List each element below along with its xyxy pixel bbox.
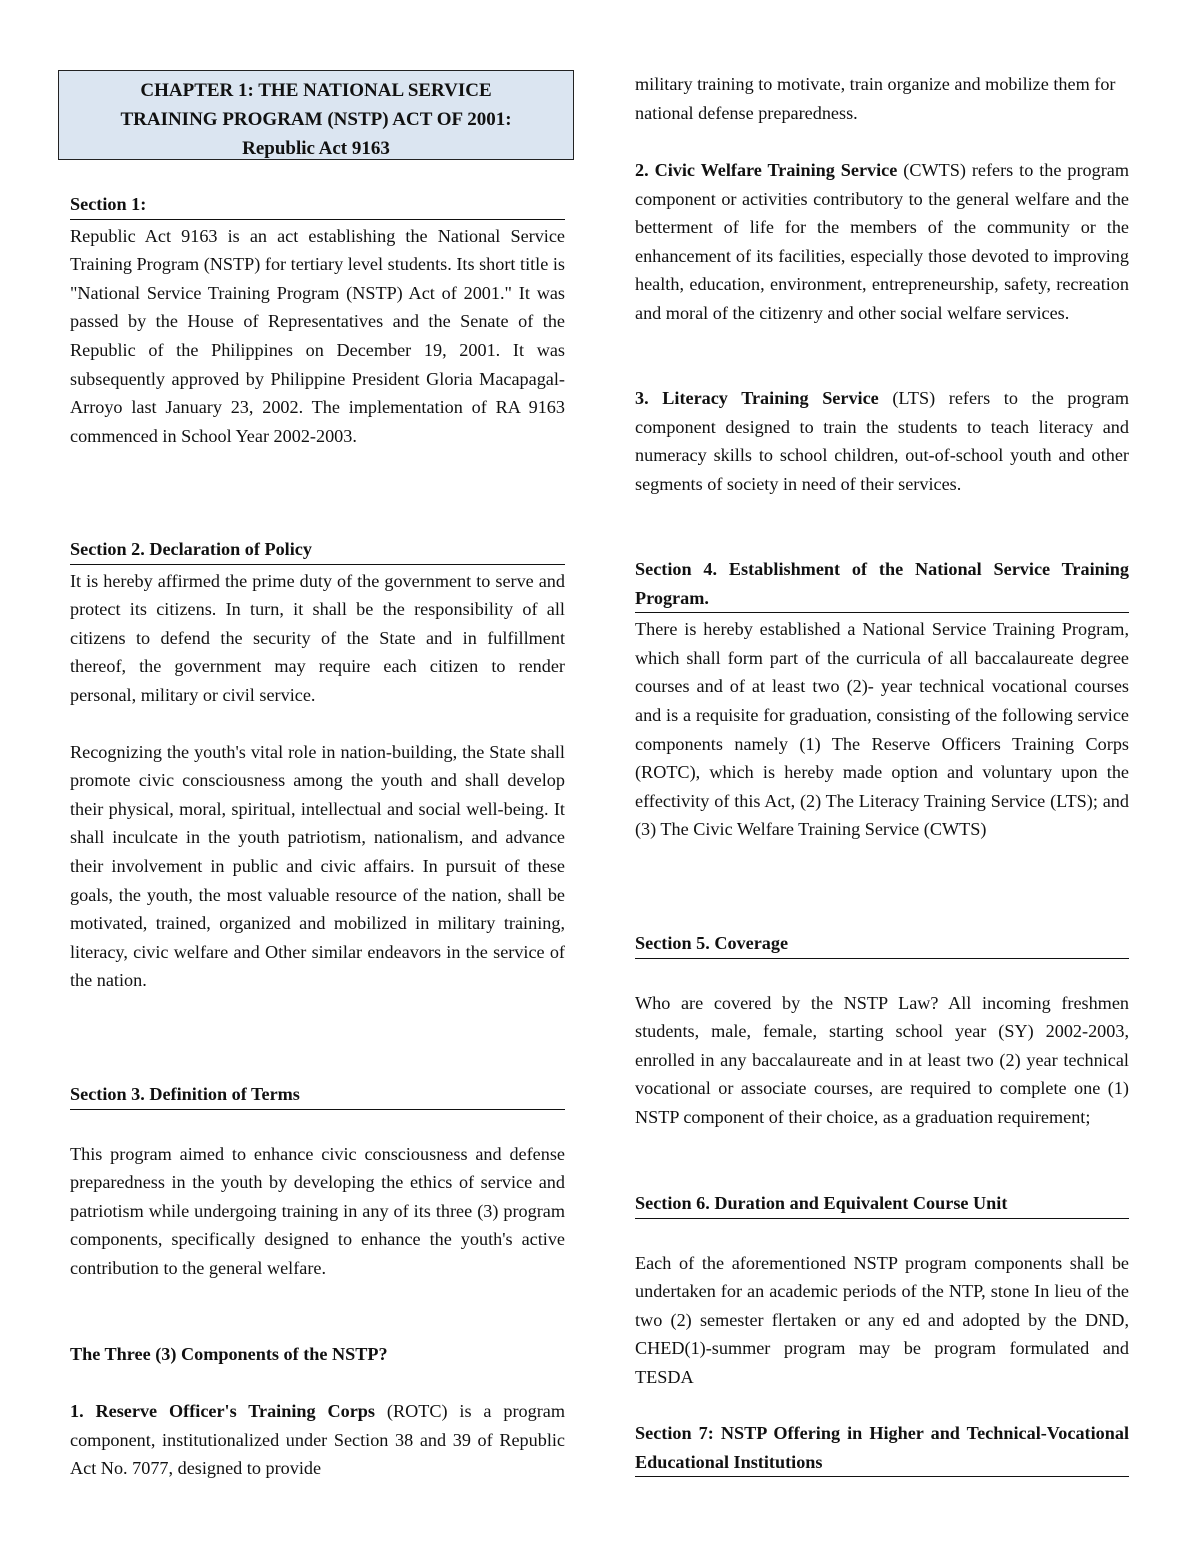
section-5-body: Who are covered by the NSTP Law? All incoming freshmen students, male, female, starting school year (SY) 2002-2003, enrolled in any baccalaureate and in at least two (2) year technical vocational or associate courses, are required to complete one (1) NSTP component of their choice, as a graduation requirement;	[635, 992, 1129, 1127]
section-7	[635, 1419, 1129, 1477]
cwts-term: 2. Civic Welfare Training Service	[635, 160, 898, 180]
cwts-definition	[635, 156, 1129, 328]
chapter-title-line-1: CHAPTER 1: THE NATIONAL SERVICE	[140, 80, 492, 101]
section-2-body-2: Recognizing the youth's vital role in nation-building, the State shall promote civic consciousness among the youth and shall develop their physical, moral, spiritual, intellectual and social well-being. It shall inculcate in the youth patriotism, nationalism, and advance their involvement in public and civic affairs. In pursuit of these goals, the youth, the most valuable resource of the nation, shall be motivated, trained, organized and mobilized in military training, literacy, civic welfare and Other similar endeavors in the service of the nation.	[70, 741, 565, 991]
section-1	[70, 190, 565, 450]
section-3-body: This program aimed to enhance civic consciousness and defense preparedness in the youth by developing the ethics of service and patriotism while undergoing training in any of its three (3) program components, specifically designed to enhance the youth's active contribution to the general welfare.	[70, 1143, 565, 1278]
cwts-abbr: (CWTS)	[903, 160, 966, 180]
lts-abbr: (LTS)	[892, 388, 936, 408]
section-1-body: Republic Act 9163 is an act establishing the National Service Training Program (NSTP) for tertiary level students. Its short title is "National Service Training Program (NSTP) Act of 2001." It was passed by the House of Representatives and the Senate of the Republic of the Philippines on December 19, 2001. It was subsequently approved by Philippine President Gloria Macapagal- Arroyo last January 23, 2002. The implementation of RA 9163 commenced in School Year 2002-2003.	[70, 225, 565, 446]
section-2	[70, 535, 565, 995]
rotc-definition	[70, 1397, 565, 1483]
chapter-title-box	[58, 70, 574, 160]
section-6-body: Each of the aforementioned NSTP program components shall be undertaken for an academic periods of the NTP, stone In lieu of the two (2) semester flertaken or any ed and adopted by the DND, CHED(1)-summer program may be program formulated and TESDA	[635, 1252, 1129, 1387]
rotc-abbr: (ROTC)	[386, 1401, 448, 1421]
components-heading: The Three (3) Components of the NSTP?	[70, 1344, 388, 1364]
section-5	[635, 929, 1129, 1132]
section-4	[635, 555, 1129, 844]
chapter-title-line-2: TRAINING PROGRAM (NSTP) ACT OF 2001:	[120, 109, 512, 130]
lts-body: refers to the program component designed to train the students to teach literacy and numeracy skills to school children, out-of-school youth and other segments of society in need of their services.	[635, 388, 1130, 494]
lts-definition	[635, 384, 1129, 498]
cwts-body: refers to the program component or activities contributory to the general welfare and the betterment of life for the members of the community or the enhancement of its facilities, especially those devoted to improving health, education, environment, entrepreneurship, safety, recreation and moral of the citizenry and other social welfare services.	[635, 160, 1130, 323]
cwts-paragraph	[635, 156, 1129, 328]
lts-paragraph	[635, 384, 1129, 498]
section-6-heading: Section 6. Duration and Equivalent Course Unit	[635, 1189, 1129, 1219]
lts-term: 3. Literacy Training Service	[635, 388, 879, 408]
section-3	[70, 1080, 565, 1283]
rotc-body: is a program component, institutionalized under Section 38 and 39 of Republic Act No. 7077, designed to provide	[70, 1401, 565, 1479]
section-4-heading: Section 4. Establishment of the National Service Training Program.	[635, 555, 1129, 613]
chapter-title-line-3: Republic Act 9163	[242, 138, 390, 159]
section-2-heading: Section 2. Declaration of Policy	[70, 535, 565, 565]
rotc-term: 1. Reserve Officer's Training Corps	[70, 1401, 375, 1421]
rotc-paragraph	[70, 1397, 565, 1483]
section-7-heading: Section 7: NSTP Offering in Higher and Technical-Vocational Educational Institutions	[635, 1419, 1129, 1477]
section-4-body: There is hereby established a National Service Training Program, which shall form part of the curricula of all baccalaureate degree courses and of at least two (2)- year technical vocational courses and is a requisite for graduation, consisting of the following service components namely (1) The Reserve Officers Training Corps (ROTC), which is hereby made option and voluntary upon the effectivity of this Act, (2) The Literacy Training Service (LTS); and (3) The Civic Welfare Training Service (CWTS)	[635, 619, 1129, 840]
section-3-heading: Section 3. Definition of Terms	[70, 1080, 565, 1110]
components-heading-block	[70, 1340, 565, 1369]
section-5-heading: Section 5. Coverage	[635, 929, 1129, 959]
rotc-continued	[635, 70, 1129, 127]
rotc-continued-body: military training to motivate, train organize and mobilize them for national defense preparedness.	[635, 74, 1116, 123]
section-2-body-1: It is hereby affirmed the prime duty of the government to serve and protect its citizens. In turn, it shall be the responsibility of all citizens to defend the security of the State and in fulfillment thereof, the government may require each citizen to render personal, military or civil service.	[70, 570, 565, 705]
section-6	[635, 1189, 1129, 1392]
section-1-heading: Section 1:	[70, 190, 565, 220]
